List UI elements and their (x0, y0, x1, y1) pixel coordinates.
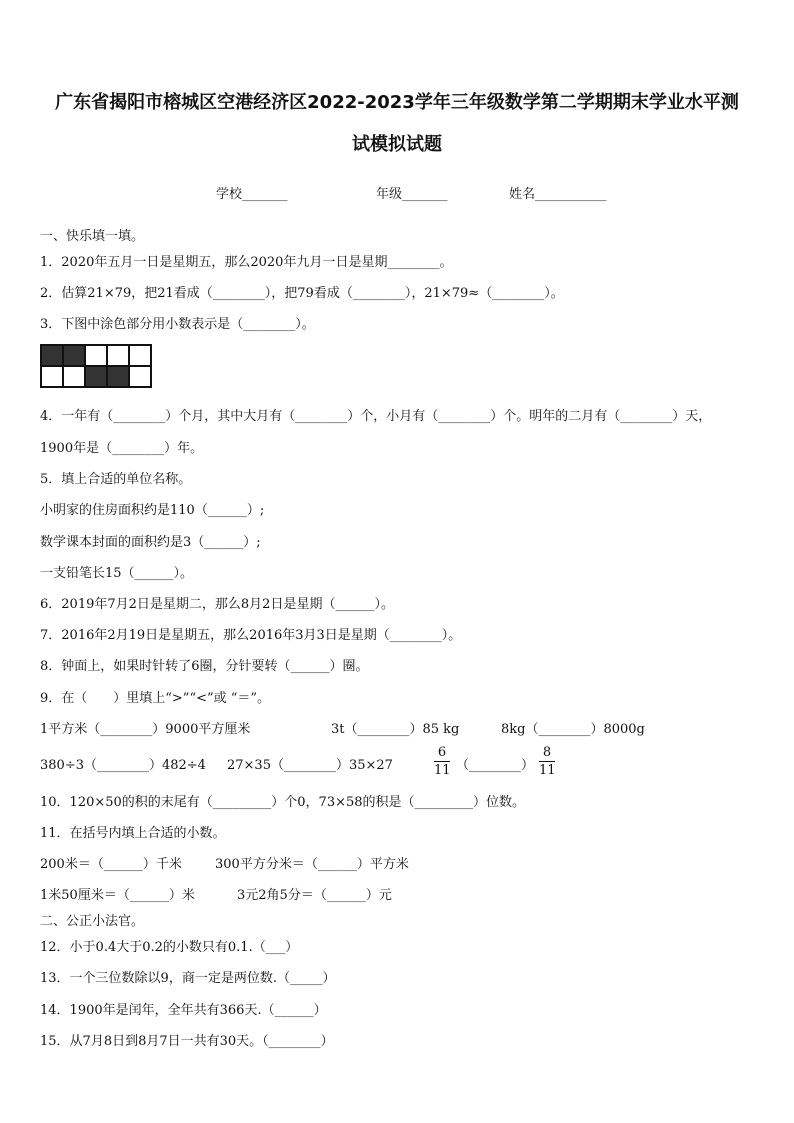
question-6: 6．2019年7月2日是星期二，那么8月2日是星期（______）。 (40, 597, 394, 612)
fraction-8-11 (539, 744, 555, 779)
question-15: 15．从7月8日到8月7日一共有30天。（________） (40, 1034, 334, 1049)
grade-field[interactable]: 年级_______ (376, 187, 448, 202)
question-2: 2．估算21×79，把21看成（________），把79看成（________），21×79≈（________）。 (40, 286, 564, 301)
doc-title-line2: 试模拟试题 (352, 134, 442, 155)
question-1: 1．2020年五月一日是星期五，那么2020年九月一日是星期________。 (40, 255, 453, 270)
question-14: 14．1900年是闰年，全年共有366天.（______） (40, 1003, 327, 1018)
empty-cell (85, 345, 107, 366)
question-7: 7．2016年2月19日是星期五，那么2016年3月3日是星期（________）。 (40, 628, 462, 643)
shaded-cell (85, 366, 107, 387)
empty-cell (41, 366, 63, 387)
school-field[interactable]: 学校_______ (216, 187, 288, 202)
fraction-numerator: 6 (434, 744, 450, 762)
fraction-6-11 (434, 744, 450, 779)
question-9-row2-b: 27×35（________）35×27 (227, 758, 393, 773)
question-13: 13．一个三位数除以9，商一定是两位数.（_____） (40, 971, 336, 986)
doc-title-line1: 广东省揭阳市榕城区空港经济区2022-2023学年三年级数学第二学期期末学业水平测 (55, 92, 739, 113)
question-12: 12．小于0.4大于0.2的小数只有0.1.（___） (40, 940, 299, 955)
section-heading-1: 一、快乐填一填。 (40, 229, 145, 244)
question-5-a: 小明家的住房面积约是110（______）; (40, 503, 265, 518)
shaded-grid-figure (40, 344, 152, 388)
question-4-line1: 4．一年有（________）个月，其中大月有（________）个，小月有（________）个。明年的二月有（________）天， (40, 409, 712, 424)
question-9-row1-b: 3t（________）85 kg (331, 722, 460, 737)
question-11-row1-b: 300平方分米＝（______）平方米 (215, 857, 409, 872)
fraction-numerator: 8 (539, 744, 555, 762)
question-5: 5．填上合适的单位名称。 (40, 472, 192, 487)
question-11-row2-b: 3元2角5分＝（______）元 (237, 888, 392, 903)
question-11-row1-a: 200米＝（______）千米 (40, 857, 182, 872)
question-9-row1-c: 8kg（________）8000g (501, 722, 645, 737)
empty-cell (129, 366, 151, 387)
question-5-b: 数学课本封面的面积约是3（______）; (40, 535, 261, 550)
question-8: 8．钟面上，如果时针转了6圈，分针要转（______）圈。 (40, 659, 369, 674)
question-5-c: 一支铅笔长15（______）。 (40, 566, 194, 581)
question-3: 3．下图中涂色部分用小数表示是（________）。 (40, 317, 315, 332)
shaded-cell (107, 366, 129, 387)
question-9-row2-a: 380÷3（________）482÷4 (40, 758, 206, 773)
section-heading-2: 二、公正小法官。 (40, 914, 145, 929)
shaded-cell (63, 345, 85, 366)
fraction-denominator: 11 (539, 763, 556, 778)
shaded-cell (41, 345, 63, 366)
question-9-row1-a: 1平方米（________）9000平方厘米 (40, 722, 251, 737)
fraction-denominator: 11 (434, 763, 451, 778)
question-4-line2: 1900年是（________）年。 (40, 441, 204, 456)
question-11: 11．在括号内填上合适的小数。 (40, 826, 226, 841)
empty-cell (107, 345, 129, 366)
name-field[interactable]: 姓名___________ (509, 187, 607, 202)
question-11-row2-a: 1米50厘米＝（______）米 (40, 888, 195, 903)
question-10: 10．120×50的积的末尾有（_________）个0，73×58的积是（_________）位数。 (40, 795, 526, 810)
question-9: 9．在（ ）里填上“>”“<”或 “＝”。 (40, 691, 271, 706)
empty-cell (129, 345, 151, 366)
question-9-row2-c: （________） (456, 758, 535, 773)
empty-cell (63, 366, 85, 387)
